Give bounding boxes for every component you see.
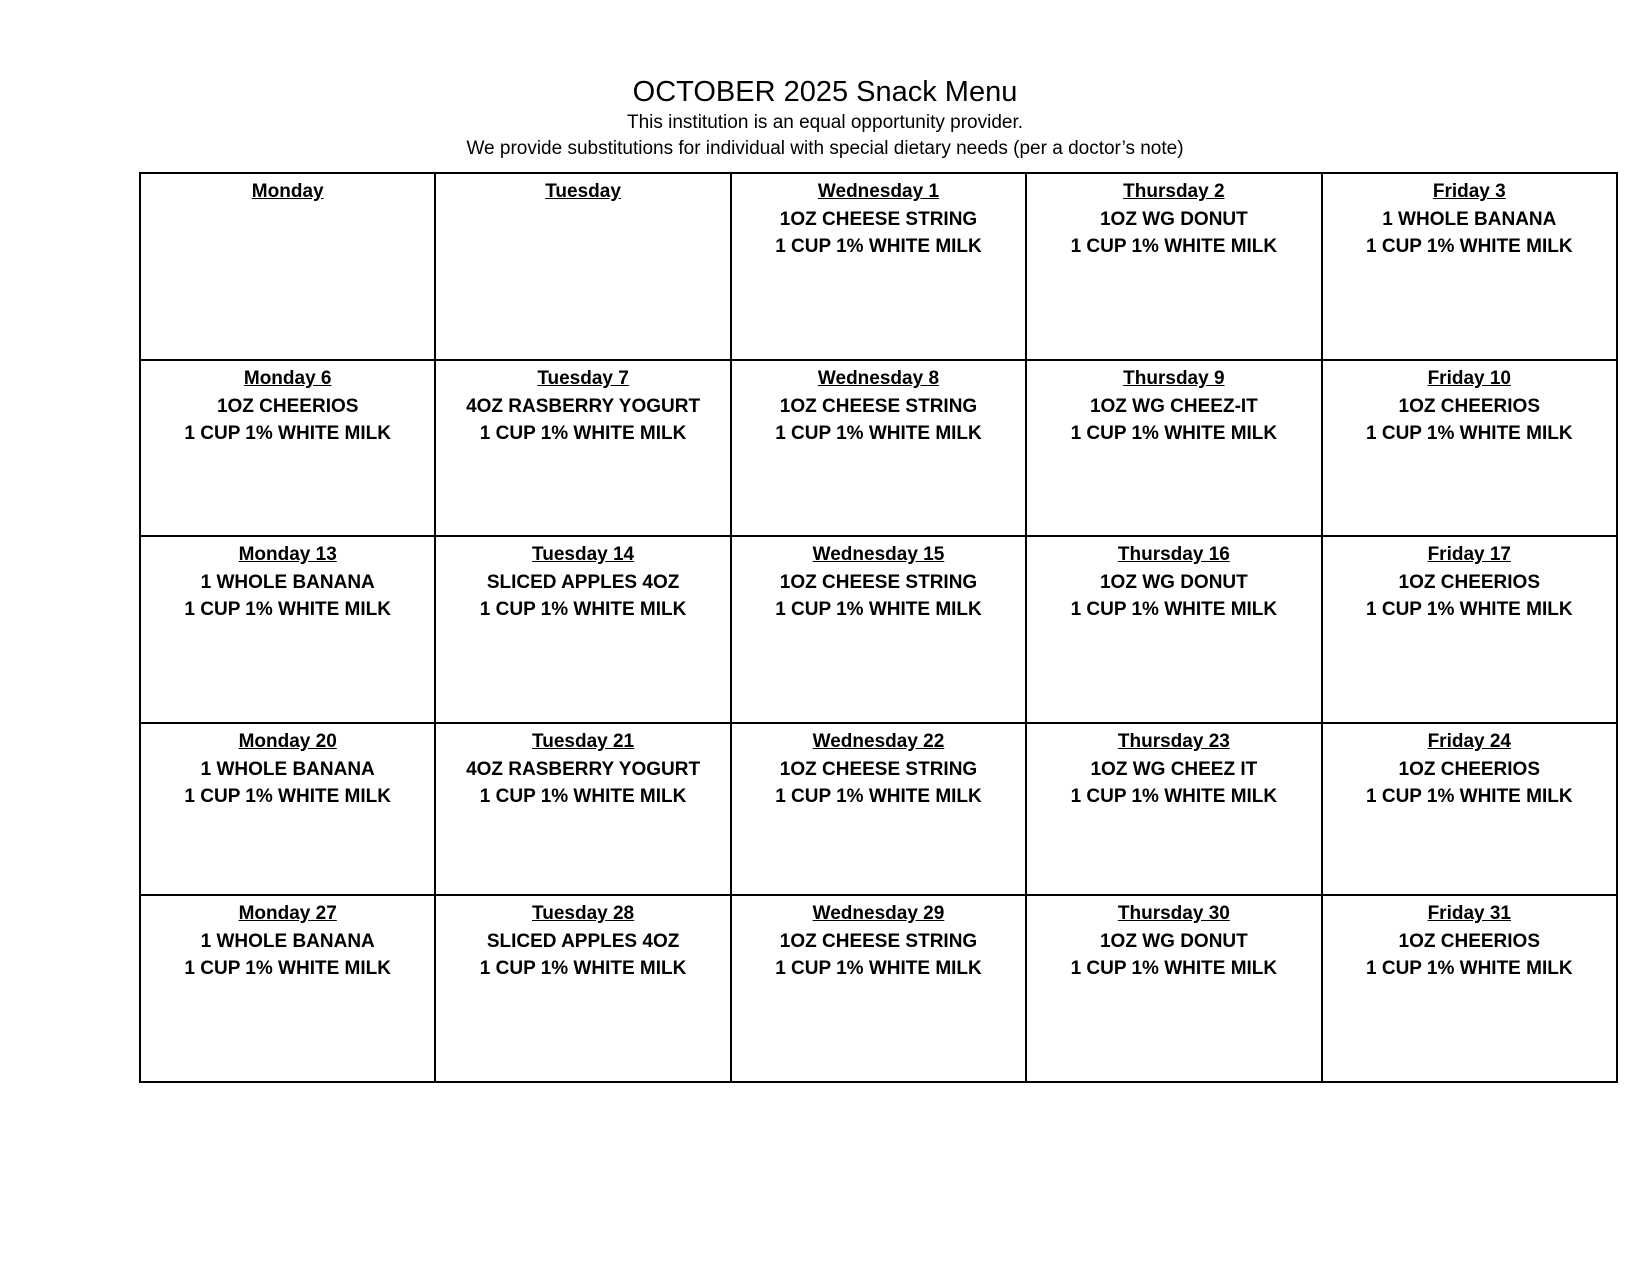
day-cell (1322, 536, 1617, 723)
milk-item: 1 CUP 1% WHITE MILK (775, 599, 982, 620)
snack-item: 1OZ CHEERIOS (1398, 930, 1541, 952)
milk-item: 1 CUP 1% WHITE MILK (1070, 958, 1278, 979)
equal-opportunity-statement: This institution is an equal opportunity provider. (626, 112, 1024, 133)
milk-item: 1 CUP 1% WHITE MILK (479, 958, 687, 979)
snack-item: 1OZ WG CHEEZ IT (1090, 758, 1258, 780)
day-label: Wednesday 29 (812, 903, 945, 924)
snack-item: 1OZ CHEESE STRING (779, 395, 978, 417)
milk-item: 1 CUP 1% WHITE MILK (479, 599, 687, 620)
snack-item: 1 WHOLE BANANA (1382, 208, 1557, 230)
page-title: OCTOBER 2025 Snack Menu (632, 76, 1018, 108)
day-cell (1026, 173, 1321, 360)
day-label: Tuesday (545, 181, 621, 202)
day-label: Wednesday 1 (817, 181, 940, 202)
menu-header (0, 74, 1650, 162)
day-label: Friday 10 (1427, 368, 1511, 389)
milk-item: 1 CUP 1% WHITE MILK (184, 423, 391, 444)
milk-item: 1 CUP 1% WHITE MILK (1070, 423, 1278, 444)
snack-item: 1OZ WG DONUT (1099, 930, 1248, 952)
day-cell (731, 723, 1026, 895)
snack-item: 1OZ CHEESE STRING (779, 571, 978, 593)
milk-item: 1 CUP 1% WHITE MILK (1366, 599, 1573, 620)
day-label: Tuesday 14 (532, 544, 635, 565)
day-label: Monday 20 (238, 731, 337, 752)
snack-item: 1OZ CHEESE STRING (779, 208, 978, 230)
day-label: Friday 24 (1427, 731, 1511, 752)
snack-item: 4OZ RASBERRY YOGURT (466, 395, 701, 417)
week-row-1 (140, 173, 1617, 360)
milk-item: 1 CUP 1% WHITE MILK (184, 599, 391, 620)
milk-item: 1 CUP 1% WHITE MILK (184, 958, 391, 979)
snack-item: 1 WHOLE BANANA (200, 930, 375, 952)
day-cell (1026, 895, 1321, 1082)
day-cell (731, 173, 1026, 360)
snack-item: 1OZ WG CHEEZ-IT (1089, 395, 1258, 417)
snack-item: 1OZ CHEESE STRING (779, 758, 978, 780)
day-cell (731, 895, 1026, 1082)
snack-item: 1OZ WG DONUT (1099, 208, 1248, 230)
day-cell (435, 536, 730, 723)
day-cell (1322, 723, 1617, 895)
snack-item: 1OZ CHEERIOS (1398, 395, 1541, 417)
day-cell (435, 173, 730, 360)
day-label: Wednesday 15 (812, 544, 945, 565)
day-label: Friday 3 (1432, 181, 1506, 202)
day-cell (1322, 360, 1617, 536)
milk-item: 1 CUP 1% WHITE MILK (1366, 786, 1573, 807)
snack-item: 1OZ WG DONUT (1099, 571, 1248, 593)
week-row-2 (140, 360, 1617, 536)
day-cell (1026, 536, 1321, 723)
milk-item: 1 CUP 1% WHITE MILK (1070, 599, 1278, 620)
milk-item: 1 CUP 1% WHITE MILK (775, 958, 982, 979)
day-label: Tuesday 28 (532, 903, 635, 924)
day-label: Tuesday 21 (532, 731, 635, 752)
milk-item: 1 CUP 1% WHITE MILK (1366, 958, 1573, 979)
milk-item: 1 CUP 1% WHITE MILK (1070, 236, 1278, 257)
day-cell (140, 895, 435, 1082)
dietary-substitution-note: We provide substitutions for individual with special dietary needs (per a doctor’s note) (466, 138, 1184, 159)
snack-item: 1OZ CHEESE STRING (779, 930, 978, 952)
day-label: Friday 31 (1427, 903, 1511, 924)
day-cell (435, 723, 730, 895)
day-label: Monday 6 (243, 368, 332, 389)
day-cell (140, 536, 435, 723)
snack-item: 1OZ CHEERIOS (1398, 758, 1541, 780)
day-label: Thursday 16 (1117, 544, 1230, 565)
day-label: Wednesday 8 (817, 368, 940, 389)
milk-item: 1 CUP 1% WHITE MILK (1366, 423, 1573, 444)
day-cell (1026, 723, 1321, 895)
week-row-5 (140, 895, 1617, 1082)
day-cell (435, 895, 730, 1082)
day-cell (140, 173, 435, 360)
day-label: Tuesday 7 (537, 368, 629, 389)
day-label: Thursday 9 (1123, 368, 1225, 389)
snack-item: 4OZ RASBERRY YOGURT (466, 758, 701, 780)
milk-item: 1 CUP 1% WHITE MILK (479, 423, 687, 444)
day-label: Monday 27 (238, 903, 337, 924)
day-label: Wednesday 22 (812, 731, 945, 752)
snack-item: 1 WHOLE BANANA (200, 758, 375, 780)
day-cell (1026, 360, 1321, 536)
day-cell (140, 723, 435, 895)
day-label: Thursday 2 (1123, 181, 1225, 202)
day-label: Friday 17 (1427, 544, 1511, 565)
milk-item: 1 CUP 1% WHITE MILK (184, 786, 391, 807)
day-label: Thursday 30 (1117, 903, 1230, 924)
snack-item: SLICED APPLES 4OZ (486, 930, 680, 952)
snack-item: SLICED APPLES 4OZ (486, 571, 680, 593)
snack-item: 1OZ CHEERIOS (1398, 571, 1541, 593)
milk-item: 1 CUP 1% WHITE MILK (775, 236, 982, 257)
day-cell (731, 360, 1026, 536)
week-row-3 (140, 536, 1617, 723)
day-cell (731, 536, 1026, 723)
snack-menu-calendar (139, 172, 1618, 1083)
day-label: Monday (251, 181, 324, 202)
week-row-4 (140, 723, 1617, 895)
milk-item: 1 CUP 1% WHITE MILK (1366, 236, 1573, 257)
milk-item: 1 CUP 1% WHITE MILK (775, 786, 982, 807)
day-cell (435, 360, 730, 536)
day-cell (1322, 173, 1617, 360)
snack-item: 1 WHOLE BANANA (200, 571, 375, 593)
day-cell (140, 360, 435, 536)
snack-item: 1OZ CHEERIOS (216, 395, 359, 417)
day-cell (1322, 895, 1617, 1082)
milk-item: 1 CUP 1% WHITE MILK (1070, 786, 1278, 807)
milk-item: 1 CUP 1% WHITE MILK (479, 786, 687, 807)
day-label: Monday 13 (238, 544, 337, 565)
day-label: Thursday 23 (1117, 731, 1230, 752)
milk-item: 1 CUP 1% WHITE MILK (775, 423, 982, 444)
